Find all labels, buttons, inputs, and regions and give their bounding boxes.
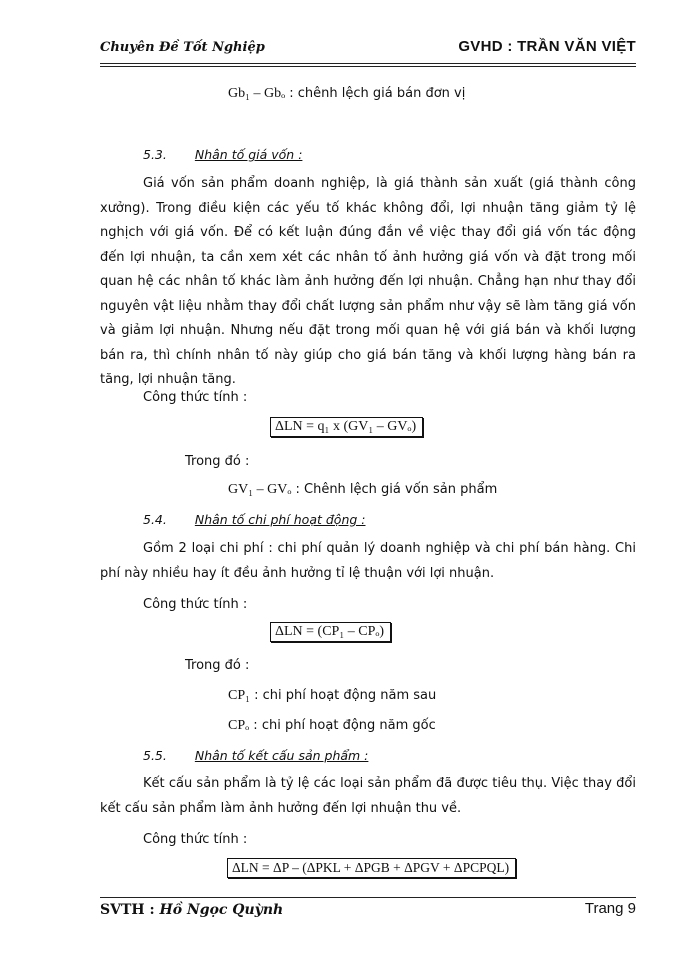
section-number: 5.5. [143, 748, 167, 763]
cp1-description: : chi phí hoạt động năm sau [250, 688, 437, 703]
formula-box-ket-cau: ΔLN = ΔP – (ΔPKL + ΔPGB + ΔPGV + ΔPCPQL) [227, 858, 516, 878]
footer-student-label: SVTH : [100, 902, 160, 918]
section-title: Nhân tố giá vốn : [194, 147, 303, 162]
gb-term: Gb₁ – Gbₒ [228, 86, 286, 101]
section-title: Nhân tố kết cấu sản phẩm : [194, 748, 369, 763]
cp1-definition [228, 688, 436, 704]
cp1-term: CP₁ [228, 688, 251, 703]
section-number: 5.3. [143, 147, 167, 162]
paragraph-ket-cau: Kết cấu sản phẩm là tỷ lệ các loại sản phẩm đã được tiêu thụ. Việc thay đổi kết cấu sản phẩm làm ảnh hưởng đến lợi nhuận thu về. [100, 776, 636, 816]
formula-label: Công thức tính : [143, 832, 248, 847]
cp0-definition [228, 718, 436, 734]
gv-description: : Chênh lệch giá vốn sản phẩm [291, 482, 498, 497]
page-number: Trang 9 [584, 900, 636, 917]
footer-student-name: Hồ Ngọc Quỳnh [159, 902, 284, 918]
section-heading-5-4 [143, 512, 365, 527]
cp0-description: : chi phí hoạt động năm gốc [249, 718, 436, 733]
footer-divider [100, 897, 636, 898]
paragraph-gia-von: Giá vốn sản phẩm doanh nghiệp, là giá thành sản xuất (giá thành công xưởng). Trong điều kiện các yếu tố khác không đổi, lợi nhuận tăng giảm tỷ lệ nghịch với giá vốn. Để có kết luận đúng đắn về việc thay đổi giá vốn tác động đến lợi nhuận, ta cần xem xét các nhân tố ảnh hưởng giá vốn và đặt trong mối quan hệ các nhân tố khác làm ảnh hưởng đến lợi nhuận. Chẳng hạn như thay đổi nguyên vật liệu nhằm thay đổi chất lượng sản phẩm như vậy sẽ làm tăng giá vốn và giảm lợi nhuận. Nhưng nếu đặt trong mối quan hệ với giá bán và khối lượng bán ra, thì chính nhân tố này giúp cho giá bán tăng và khối lượng hàng bán ra tăng, lợi nhuận tăng. [100, 176, 636, 387]
trong-do-label: Trong đó : [185, 454, 250, 469]
header-divider [100, 63, 636, 67]
formula-label: Công thức tính : [143, 390, 248, 405]
gb-description: : chênh lệch giá bán đơn vị [285, 86, 466, 101]
formula-label: Công thức tính : [143, 597, 248, 612]
footer-student [100, 902, 283, 918]
section-heading-5-5 [143, 748, 368, 763]
paragraph-chi-phi: Gồm 2 loại chi phí : chi phí quản lý doanh nghiệp và chi phí bán hàng. Chi phí này nhiều hay ít đều ảnh hưởng tỉ lệ thuận với lợi nhuận. [100, 541, 636, 581]
gv-term: GV₁ – GVₒ [228, 482, 292, 497]
section-title: Nhân tố chi phí hoạt động : [194, 512, 366, 527]
section-heading-5-3 [143, 147, 302, 162]
gb-definition [228, 86, 465, 102]
header-instructor: GVHD : TRẦN VĂN VIỆT [458, 38, 636, 55]
cp0-term: CPₒ [228, 718, 250, 733]
formula-box-chi-phi: ΔLN = (CP₁ – CPₒ) [270, 622, 391, 642]
trong-do-label: Trong đó : [185, 658, 250, 673]
gv-definition [228, 482, 497, 498]
section-number: 5.4. [143, 512, 167, 527]
formula-box-gia-von: ΔLN = q₁ x (GV₁ – GVₒ) [270, 417, 423, 437]
header-course-title: Chuyên Đề Tốt Nghiệp [100, 40, 265, 55]
